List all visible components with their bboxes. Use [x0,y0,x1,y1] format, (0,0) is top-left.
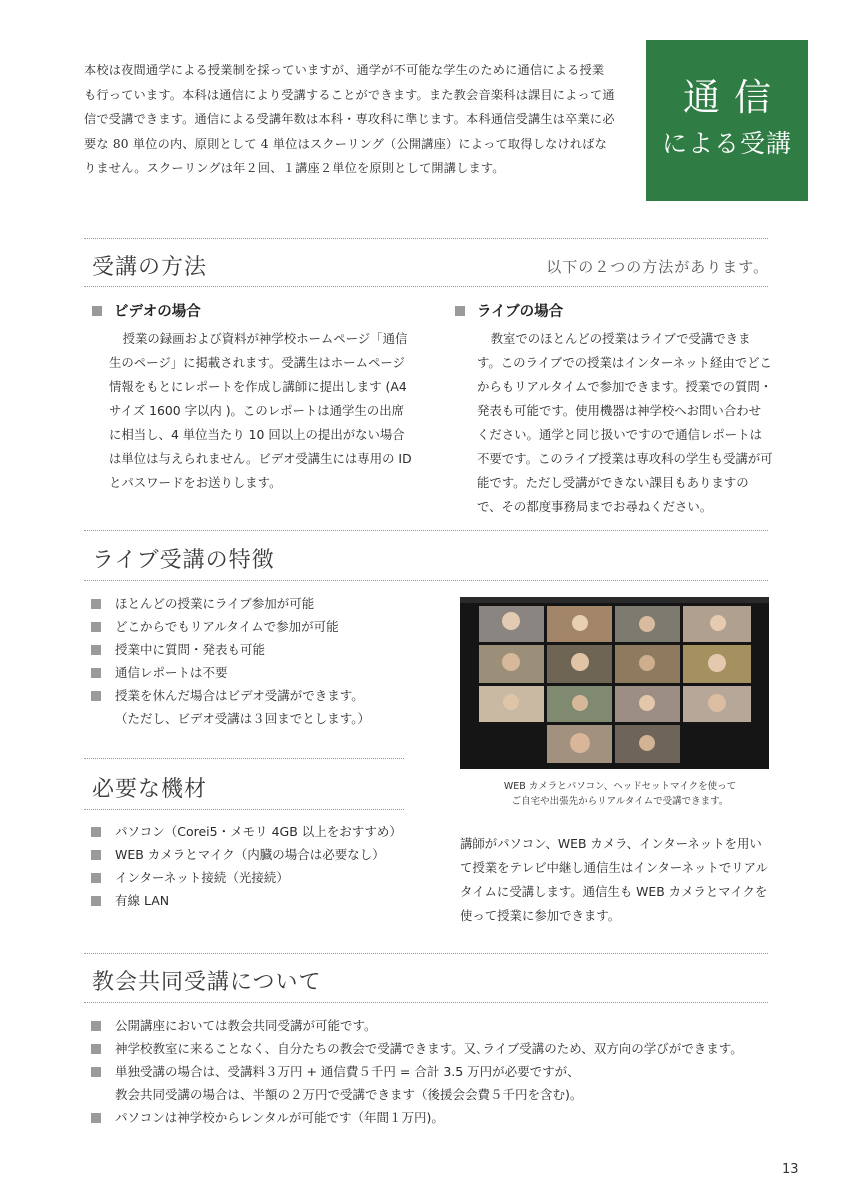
live-features-list [91,592,451,730]
list-item: パソコン（Corei5・メモリ 4GB 以上をおすすめ） [91,820,451,843]
live-heading: ライブの場合 [455,300,773,321]
list-item: 授業中に質問・発表も可能 [91,638,451,661]
list-item: 有線 LAN [91,889,451,912]
divider [84,238,768,239]
divider [84,809,404,810]
divider [84,1002,768,1003]
video-column [92,300,412,495]
list-item: 授業を休んだ場合はビデオ受講ができます。 （ただし、ビデオ受講は３回までとします。） [91,684,451,730]
badge-line2: による受講 [661,129,792,158]
section-title-equipment: 必要な機材 [92,777,208,802]
list-item: WEB カメラとマイク（内臓の場合は必要なし） [91,843,451,866]
list-item: 通信レポートは不要 [91,661,451,684]
video-paragraph: 授業の録画および資料が神学校ホームページ「通信生のページ」に掲載されます。受講生はホームページ情報をもとにレポートを作成し講師に提出します (A4 サイズ 1600 字以内 )。このレポートは通学生の出席に相当し、4 単位当たり 10 回以上の提出がない場合は単位は与えられません。ビデオ受講生には専用の ID とパスワードをお送りします。 [109,331,412,490]
church-list [91,1014,791,1129]
divider [84,286,768,287]
list-item: パソコンは神学校からレンタルが可能です（年間１万円)。 [91,1106,791,1129]
square-bullet-icon [455,306,465,316]
equipment-list [91,820,451,912]
divider [84,580,768,581]
live-paragraph: 教室でのほとんどの授業はライブで受講できます。このライブでの授業はインターネット経由でどこからもリアルタイムで参加できます。授業での質問・発表も可能です。使用機器は神学校へお問い合わせください。通学と同じ扱いですので通信レポートは不要です。このライブ授業は専攻科の学生も受講が可能です。ただし受講ができない課目もありますので、その都度事務局までお尋ねください。 [477,331,773,514]
list-item: インターネット接続（光接続） [91,866,451,889]
list-item: 公開講座においては教会共同受講が可能です。 [91,1014,791,1037]
photo-caption: WEB カメラとパソコン、ヘッドセットマイクを使って ご自宅や出張先からリアルタイムで受講できます。 [503,781,737,807]
video-conference-photo [460,597,769,769]
live-description: 講師がパソコン、WEB カメラ、インターネットを用いて授業をテレビ中継し通信生はインターネットでリアルタイムに受講します。通信生も WEB カメラとマイクを使って授業に参加できます。 [460,836,768,923]
intro-paragraph: 本校は夜間通学による授業制を採っていますが、通学が不可能な学生のために通信による授業も行っています。本科は通信により受講することができます。また教会音楽科は課目によって通信で受講できます。通信による受講年数は本科・専攻科に準じます。本科通信受講生は卒業に必要な 80 単位の内、原則として 4 単位はスクーリング（公開講座）によって取得しなければなりません。スクーリングは年２回、１講座２単位を原則として開講します。 [84,63,615,175]
live-column [455,300,773,519]
participant-grid [460,597,769,769]
divider [84,953,768,954]
section-title-live: ライブ受講の特徴 [92,548,275,573]
list-item: どこからでもリアルタイムで参加が可能 [91,615,451,638]
video-heading: ビデオの場合 [92,300,412,321]
list-item: 神学校教室に来ることなく、自分たちの教会で受講できます。又､ライブ受講のため、双方向の学びができます。 [91,1037,791,1060]
list-item: ほとんどの授業にライブ参加が可能 [91,592,451,615]
section-note-method: 以下の２つの方法があります。 [546,258,769,276]
title-badge [646,40,808,201]
badge-line1: 通信 [683,76,785,119]
section-title-church: 教会共同受講について [92,970,322,995]
section-title-method: 受講の方法 [92,255,208,280]
divider [84,530,768,531]
page-number: 13 [782,1162,799,1177]
divider [84,758,404,759]
square-bullet-icon [92,306,102,316]
list-item: 単独受講の場合は、受講料３万円 + 通信費５千円 = 合計 3.5 万円が必要ですが、 教会共同受講の場合は、半額の２万円で受講できます（後援会会費５千円を含む)。 [91,1060,791,1106]
